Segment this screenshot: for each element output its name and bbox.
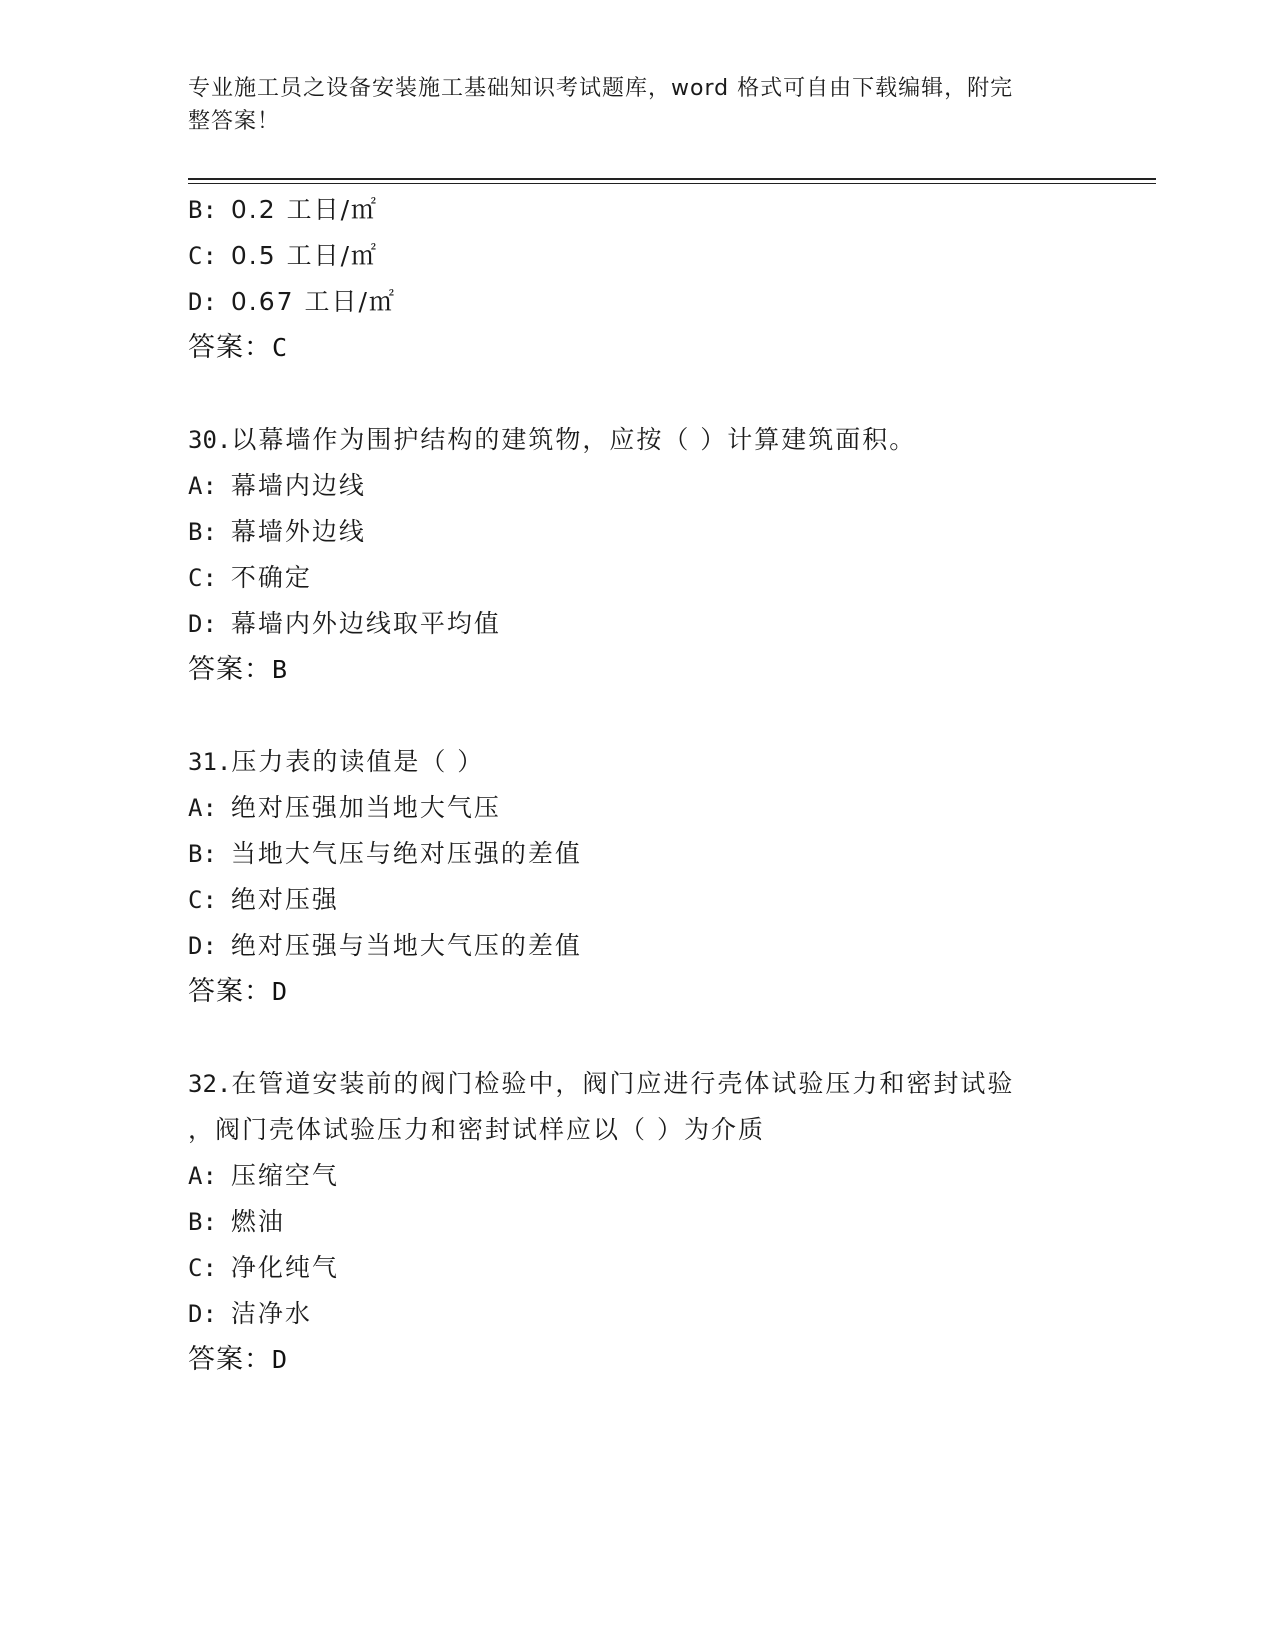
answer-label: 答案： bbox=[188, 654, 272, 685]
option-d bbox=[188, 923, 1088, 969]
question-number: 32. bbox=[188, 1070, 232, 1098]
option-text: 燃油 bbox=[230, 1207, 285, 1236]
option-letter: D: bbox=[188, 288, 217, 316]
prev-question bbox=[188, 187, 1088, 371]
header-line-2: 整答案！ bbox=[188, 109, 281, 134]
question-30 bbox=[188, 417, 1088, 693]
option-a bbox=[188, 785, 1088, 831]
option-b bbox=[188, 831, 1088, 877]
answer-line bbox=[188, 1337, 1088, 1383]
option-letter: C: bbox=[188, 564, 217, 592]
option-c bbox=[188, 233, 1088, 279]
option-letter: C: bbox=[188, 1254, 217, 1282]
question-text: 在管道安装前的阀门检验中，阀门应进行壳体试验压力和密封试验 bbox=[231, 1069, 1015, 1098]
option-d bbox=[188, 1291, 1088, 1337]
option-text: 0.67 工日/㎡ bbox=[230, 287, 396, 316]
option-text: 绝对压强 bbox=[230, 885, 339, 914]
option-letter: D: bbox=[188, 610, 217, 638]
option-text: 幕墙内外边线取平均值 bbox=[230, 609, 501, 638]
question-31 bbox=[188, 739, 1088, 1015]
option-text: 0.5 工日/㎡ bbox=[230, 241, 379, 270]
answer-label: 答案： bbox=[188, 976, 272, 1007]
option-d bbox=[188, 279, 1088, 325]
option-text: 不确定 bbox=[230, 563, 312, 592]
option-text: 洁净水 bbox=[230, 1299, 312, 1328]
answer-value: B bbox=[272, 655, 289, 684]
option-text: 0.2 工日/㎡ bbox=[230, 195, 379, 224]
answer-line bbox=[188, 969, 1088, 1015]
option-letter: A: bbox=[188, 1162, 217, 1190]
spacer bbox=[188, 693, 1088, 739]
question-stem-continued: ，阀门壳体试验压力和密封试样应以（ ）为介质 bbox=[188, 1115, 765, 1144]
option-c bbox=[188, 877, 1088, 923]
option-letter: A: bbox=[188, 472, 217, 500]
option-text: 绝对压强加当地大气压 bbox=[230, 793, 501, 822]
question-text: 以幕墙作为围护结构的建筑物，应按（ ）计算建筑面积。 bbox=[231, 425, 917, 454]
option-letter: C: bbox=[188, 242, 217, 270]
question-stem bbox=[188, 417, 1088, 463]
option-letter: B: bbox=[188, 196, 217, 224]
option-letter: D: bbox=[188, 932, 217, 960]
question-number: 31. bbox=[188, 748, 232, 776]
option-c bbox=[188, 555, 1088, 601]
option-text: 绝对压强与当地大气压的差值 bbox=[230, 931, 582, 960]
option-a bbox=[188, 1153, 1088, 1199]
answer-value: D bbox=[272, 977, 289, 1006]
option-b bbox=[188, 187, 1088, 233]
question-32 bbox=[188, 1061, 1088, 1383]
answer-line bbox=[188, 647, 1088, 693]
question-text: 压力表的读值是（ ） bbox=[231, 747, 485, 776]
option-letter: D: bbox=[188, 1300, 217, 1328]
option-letter: A: bbox=[188, 794, 217, 822]
question-number: 30. bbox=[188, 426, 232, 454]
header-line-1: 专业施工员之设备安装施工基础知识考试题库，word 格式可自由下载编辑，附完 bbox=[188, 76, 1014, 101]
header-divider bbox=[188, 178, 1156, 184]
answer-label: 答案： bbox=[188, 332, 272, 363]
spacer bbox=[188, 371, 1088, 417]
answer-value: C bbox=[272, 333, 289, 362]
answer-line bbox=[188, 325, 1088, 371]
spacer bbox=[188, 1015, 1088, 1061]
option-text: 净化纯气 bbox=[230, 1253, 339, 1282]
option-text: 压缩空气 bbox=[230, 1161, 339, 1190]
option-text: 当地大气压与绝对压强的差值 bbox=[230, 839, 582, 868]
option-b bbox=[188, 1199, 1088, 1245]
option-letter: B: bbox=[188, 840, 217, 868]
option-text: 幕墙外边线 bbox=[230, 517, 366, 546]
question-stem bbox=[188, 739, 1088, 785]
option-d bbox=[188, 601, 1088, 647]
option-a bbox=[188, 463, 1088, 509]
answer-label: 答案： bbox=[188, 1344, 272, 1375]
option-c bbox=[188, 1245, 1088, 1291]
answer-value: D bbox=[272, 1345, 289, 1374]
option-letter: B: bbox=[188, 518, 217, 546]
option-letter: C: bbox=[188, 886, 217, 914]
option-b bbox=[188, 509, 1088, 555]
option-letter: B: bbox=[188, 1208, 217, 1236]
question-content bbox=[188, 187, 1088, 1383]
question-stem bbox=[188, 1061, 1088, 1107]
option-text: 幕墙内边线 bbox=[230, 471, 366, 500]
page-header bbox=[188, 72, 1088, 138]
